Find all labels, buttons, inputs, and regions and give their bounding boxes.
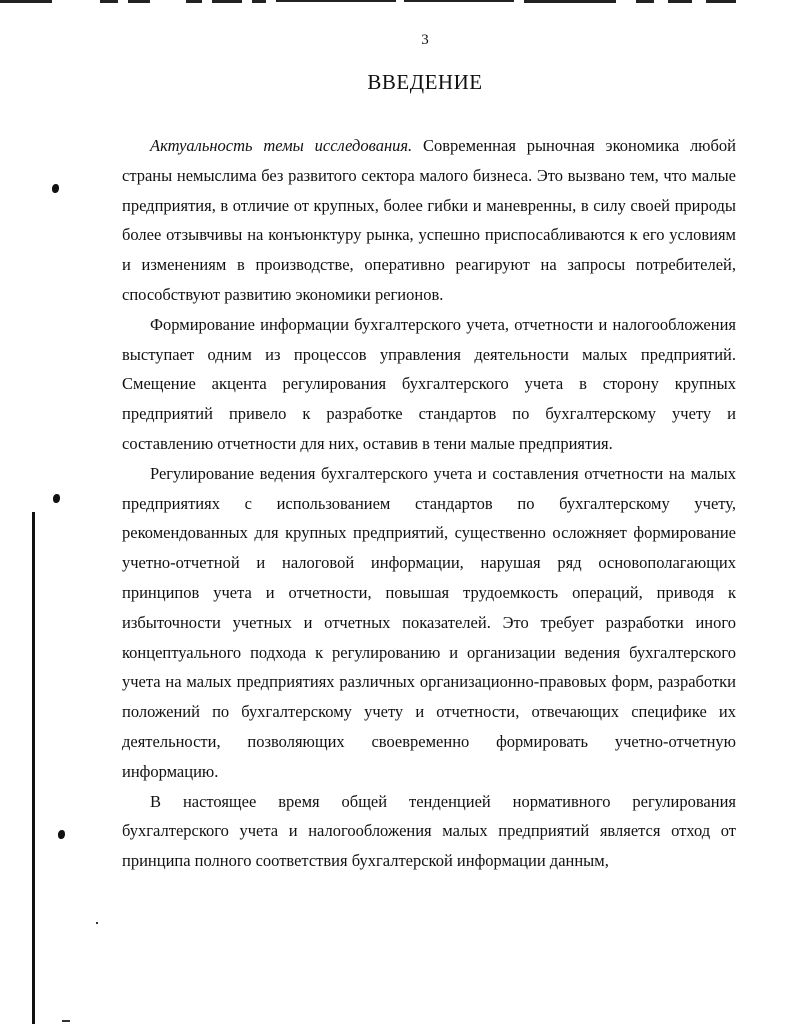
punch-hole-mark <box>58 830 65 839</box>
punch-hole-mark <box>53 494 60 503</box>
relevance-text: Современная рыночная экономика любой страны немыслима без развитого сектора малого бизнеса. Это вызвано тем, что малые предприятия, в отличие от крупных, более гибки и маневренны, в силу своей природы более отзывчивы на конъюнктуру рынка, успешно приспосабливаются к его условиям и изменениям в производстве, оперативно реагируют на запросы потребителей, способствуют развитию экономики регионов. <box>122 136 736 304</box>
scan-speck <box>62 1020 70 1022</box>
scan-edge-artifact <box>0 0 792 6</box>
page-heading: ВВЕДЕНИЕ <box>367 70 483 94</box>
document-body <box>122 131 736 876</box>
paragraph-regulation: Регулирование ведения бухгалтерского учета и составления отчетности на малых предприятиях с использованием стандартов по бухгалтерскому учету, рекомендованных для крупных предприятий, существенно осложняет формирование учетно-отчетной и налоговой информации, нарушая ряд основополагающих принципов учета и отчетности, повышая трудоемкость операций, приводя к избыточности учетных и отчетных показателей. Это требует разработки иного концептуального подхода к регулированию и организации ведения бухгалтерского учета на малых предприятиях различных организационно-правовых форм, разработки положений по бухгалтерскому учету и отчетности, отвечающих специфике их деятельности, позволяющих своевременно формировать учетно-отчетную информацию. <box>122 463 736 781</box>
relevance-lead: Актуальность темы исследования. <box>150 136 413 155</box>
scan-speck <box>96 922 98 924</box>
paragraph-relevance <box>122 131 736 310</box>
paragraph-current-trend: В настоящее время общей тенденцией нормативного регулирования бухгалтерского учета и налогообложения малых предприятий является отход от принципа полного соответствия бухгалтерской информации данным, <box>122 791 736 871</box>
page-number: 3 <box>421 32 429 48</box>
punch-hole-mark <box>52 184 59 193</box>
scan-binding-shadow <box>32 512 35 1024</box>
paragraph-formation: Формирование информации бухгалтерского учета, отчетности и налогообложения выступает одним из процессов управления деятельности малых предприятий. Смещение акцента регулирования бухгалтерского учета в сторону крупных предприятий привело к разработке стандартов по бухгалтерскому учету и составлению отчетности для них, оставив в тени малые предприятия. <box>122 314 736 453</box>
